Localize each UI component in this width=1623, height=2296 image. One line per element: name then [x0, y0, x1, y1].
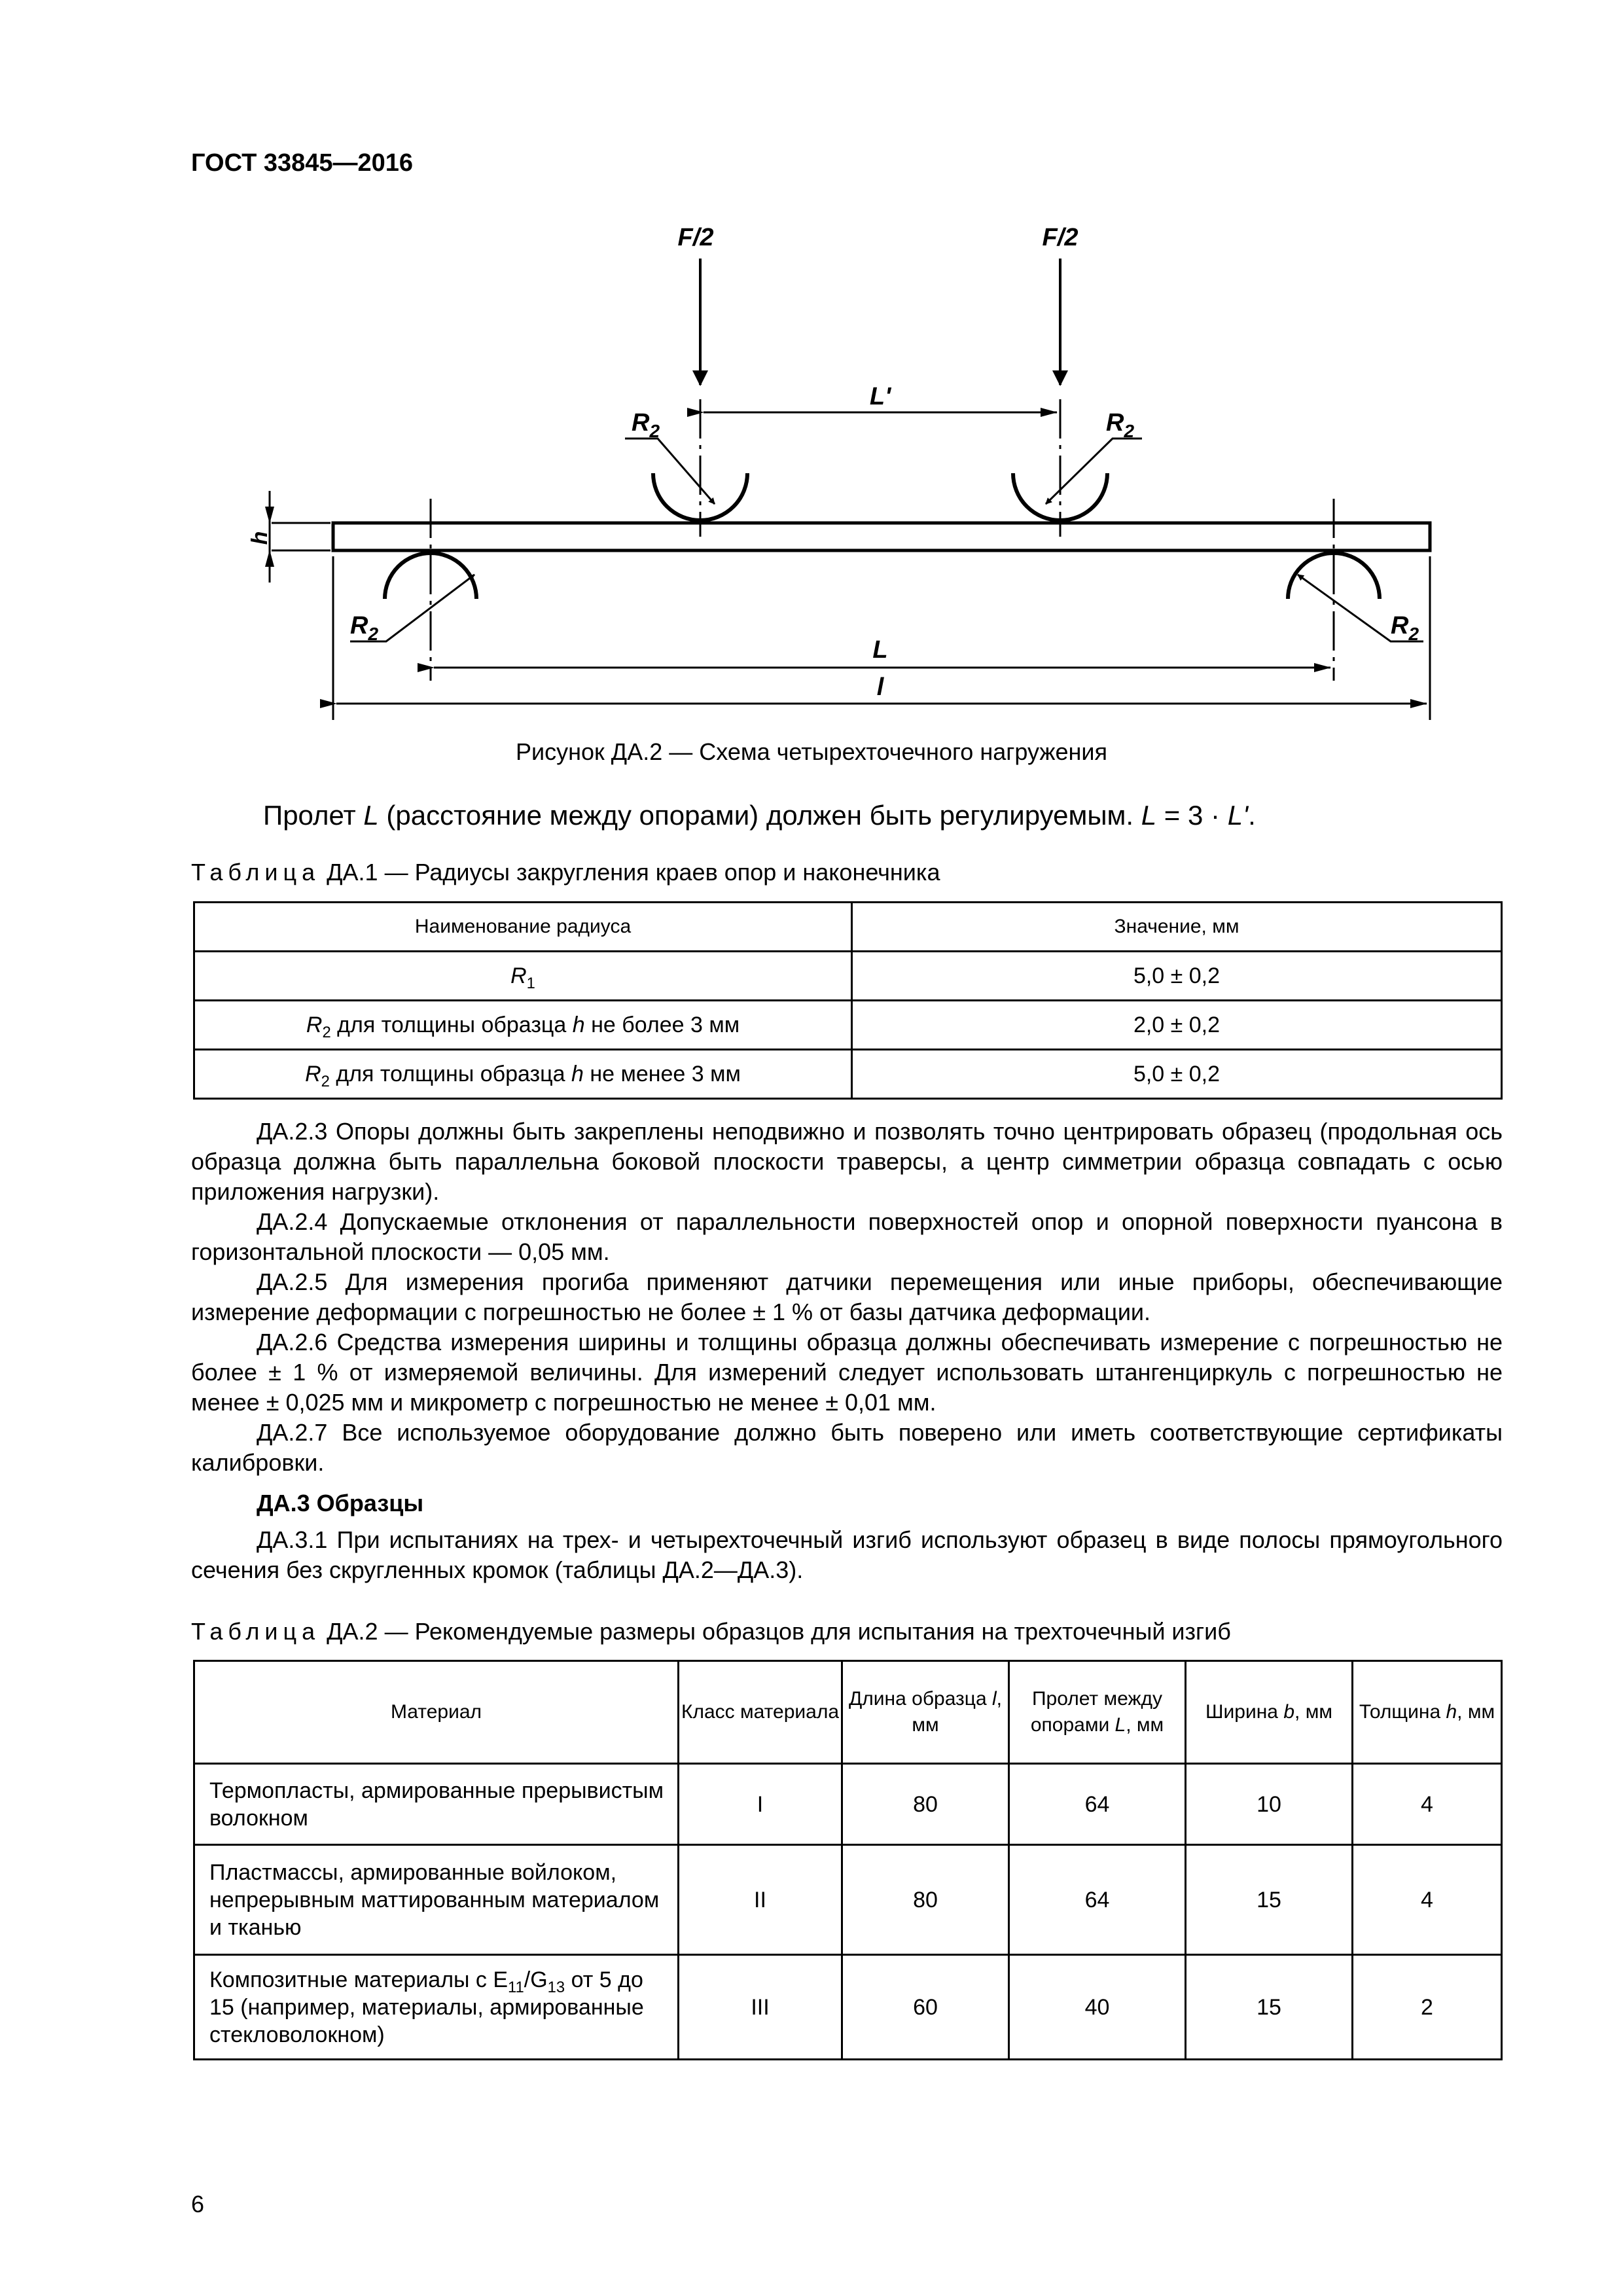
- table1-caption: Таблица ДА.1 — Радиусы закругления краев опор и наконечника: [191, 859, 940, 886]
- table-row: $R_1$ 5,0 ± 0,2: [194, 952, 1502, 1001]
- specimen-beam: [333, 523, 1430, 550]
- radius-label-lower-right: $R_2$: [1391, 612, 1419, 644]
- table2-header-class: Класс материала: [679, 1661, 842, 1764]
- specimen-size-table: [193, 1660, 1503, 2060]
- paragraph-da-2-4: ДА.2.4 Допускаемые отклонения от параллельности поверхностей опор и опорной поверхности пуансона в горизонтальной плоскости — 0,05 мм.: [191, 1208, 1503, 1265]
- radius-label-lower-left: $R_2$: [350, 612, 379, 644]
- table2-caption: Таблица ДА.2 — Рекомендуемые размеры образцов для испытания на трехточечный изгиб: [191, 1618, 1231, 1645]
- dim-inner-span-label: L': [869, 383, 891, 410]
- dim-outer-span-label: L: [872, 636, 888, 664]
- radius-label-upper-left: $R_2$: [632, 409, 660, 441]
- table2-header-width: Ширина b, мм: [1186, 1661, 1353, 1764]
- document-header: ГОСТ 33845—2016: [191, 149, 414, 177]
- paragraph-da-2-5: ДА.2.5 Для измерения прогиба применяют датчики перемещения или иные приборы, обеспечивающие измерение деформации с погрешностью не более ± 1 % от базы датчика деформации.: [191, 1268, 1503, 1325]
- table2-header-thickness: Толщина h, мм: [1353, 1661, 1502, 1764]
- table2-header-length: Длина образца l, мм: [842, 1661, 1009, 1764]
- paragraph-da-2-6: ДА.2.6 Средства измерения ширины и толщины образца должны обеспечивать измерение с погрешностью не более ± 1 % от измеряемой величины. Для измерений следует использовать штангенциркуль с погрешностью не менее ± 0,025 мм и микрометр с погрешностью не менее ± 0,01 мм.: [191, 1329, 1503, 1416]
- figure-caption: Рисунок ДА.2 — Схема четырехточечного нагружения: [516, 738, 1107, 765]
- table1-header-value: Значение, мм: [852, 903, 1502, 952]
- table-row: Пластмассы, армированные войлоком, непрерывным маттированным материалом и тканью II 80 64 15 4: [194, 1845, 1502, 1955]
- table-row: Композитные материалы с $E_{11}/G_{13}$ от 5 до 15 (например, материалы, армированные стекловолокном) III 60 40 15 2: [194, 1955, 1502, 2060]
- table2-header-material: Материал: [194, 1661, 679, 1764]
- radius-label-upper-right: $R_2$: [1106, 409, 1135, 441]
- paragraph-da-3-1: ДА.3.1 При испытаниях на трех- и четырехточечный изгиб используют образец в виде полосы прямоугольного сечения без скругленных кромок (таблицы ДА.2—ДА.3).: [191, 1526, 1503, 1583]
- force-label-left: F/2: [677, 224, 714, 251]
- force-label-right: F/2: [1042, 224, 1079, 251]
- table2-header-span: Пролет между опорами L, мм: [1009, 1661, 1186, 1764]
- paragraph-da-2-3: ДА.2.3 Опоры должны быть закреплены неподвижно и позволять точно центрировать образец (продольная ось образца должна быть параллельна боковой плоскости траверсы, а центр симметрии образца совпадать с осью приложения нагрузки).: [191, 1118, 1503, 1205]
- four-point-bending-diagram: [0, 0, 1623, 740]
- page-number: 6: [191, 2191, 205, 2217]
- span-formula: Пролет L (расстояние между опорами) должен быть регулируемым. L = 3 · L'.: [263, 800, 1256, 831]
- section-heading: ДА.3 Образцы: [257, 1490, 424, 1516]
- radius-table: [193, 901, 1503, 1100]
- table-row: $R_2$ для толщины образца h не более 3 мм 2,0 ± 0,2: [194, 1001, 1502, 1050]
- table1-header-name: Наименование радиуса: [194, 903, 852, 952]
- table-row: $R_2$ для толщины образца h не менее 3 мм 5,0 ± 0,2: [194, 1050, 1502, 1099]
- paragraph-da-2-7: ДА.2.7 Все используемое оборудование должно быть поверено или иметь соответствующие сертификаты калибровки.: [191, 1419, 1503, 1476]
- table-row: Термопласты, армированные прерывистым волокном I 80 64 10 4: [194, 1764, 1502, 1845]
- dim-total-length-label: l: [876, 673, 884, 701]
- dim-thickness-label: h: [247, 531, 272, 545]
